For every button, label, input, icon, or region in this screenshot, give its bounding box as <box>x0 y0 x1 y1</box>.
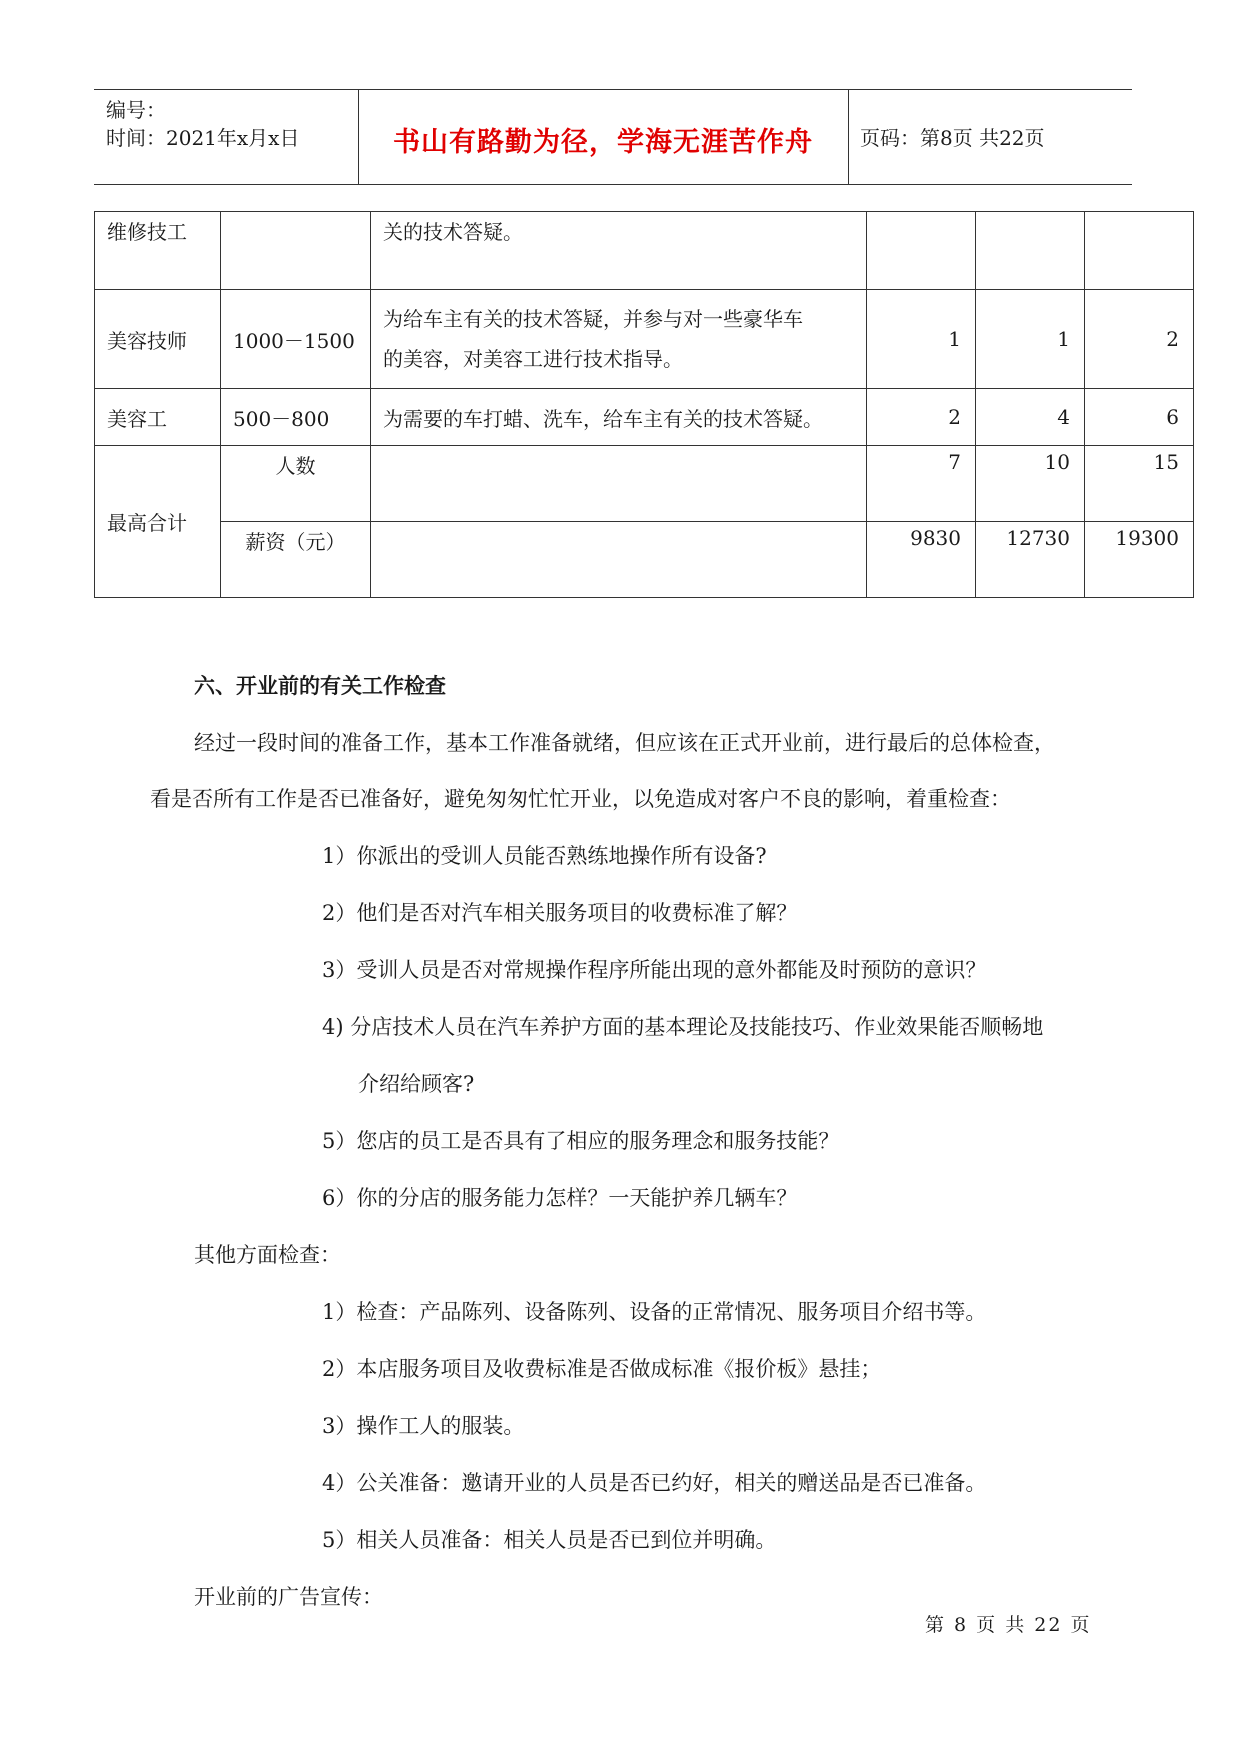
check-item-continued: 介绍给顾客? <box>358 1072 475 1096</box>
table-row <box>95 389 1194 446</box>
salary-cell: 500－800 <box>221 389 371 446</box>
other-check-item: 3）操作工人的服装。 <box>322 1414 525 1438</box>
headcount-label: 人数 <box>221 446 371 522</box>
count-cell <box>867 212 976 290</box>
motto: 书山有路勤为径，学海无涯苦作舟 <box>393 127 813 158</box>
role-cell: 美容工 <box>95 389 221 446</box>
document-header <box>94 89 1132 185</box>
ad-heading: 开业前的广告宣传： <box>194 1585 383 1609</box>
duty-cell <box>371 290 867 389</box>
other-check-item: 4）公关准备：邀请开业的人员是否已约好，相关的赠送品是否已准备。 <box>322 1471 987 1495</box>
page-footer: 第 8 页 共 22 页 <box>925 1614 1092 1636</box>
total-salary-row <box>95 522 1194 598</box>
count-cell: 2 <box>867 389 976 446</box>
header-divider <box>848 90 849 184</box>
count-cell: 6 <box>1085 389 1194 446</box>
count-cell: 1 <box>976 290 1085 389</box>
count-cell: 7 <box>867 446 976 522</box>
duty-line: 的美容，对美容工进行技术指导。 <box>383 347 683 371</box>
salary-total-cell: 19300 <box>1085 522 1194 598</box>
check-item: 3）受训人员是否对常规操作程序所能出现的意外都能及时预防的意识？ <box>322 958 987 982</box>
empty-cell <box>371 522 867 598</box>
table-row <box>95 290 1194 389</box>
check-item: 2）他们是否对汽车相关服务项目的收费标准了解？ <box>322 901 798 925</box>
other-check-item: 5）相关人员准备：相关人员是否已到位并明确。 <box>322 1528 777 1552</box>
role-cell: 美容技师 <box>95 290 221 389</box>
empty-cell <box>371 446 867 522</box>
count-cell: 4 <box>976 389 1085 446</box>
intro-line: 经过一段时间的准备工作，基本工作准备就绪，但应该在正式开业前，进行最后的总体检查， <box>194 731 1055 755</box>
count-cell: 15 <box>1085 446 1194 522</box>
salary-cell <box>221 212 371 290</box>
role-cell: 维修技工 <box>95 212 221 290</box>
check-item: 1）你派出的受训人员能否熟练地操作所有设备? <box>322 844 767 868</box>
check-item: 6）你的分店的服务能力怎样？一天能护养几辆车？ <box>322 1186 798 1210</box>
other-check-item: 2）本店服务项目及收费标准是否做成标准《报价板》悬挂； <box>322 1357 882 1381</box>
duty-cell: 关的技术答疑。 <box>371 212 867 290</box>
duty-line: 为给车主有关的技术答疑，并参与对一些豪华车 <box>383 307 803 331</box>
table-row <box>95 212 1194 290</box>
check-item: 5）您店的员工是否具有了相应的服务理念和服务技能？ <box>322 1129 840 1153</box>
check-item: 4) 分店技术人员在汽车养护方面的基本理论及技能技巧、作业效果能否顺畅地 <box>322 1015 1044 1039</box>
count-cell: 1 <box>867 290 976 389</box>
header-meta <box>106 96 299 152</box>
time-label: 时间：2021年x月x日 <box>106 126 300 150</box>
intro-line: 看是否所有工作是否已准备好，避免匆匆忙忙开业，以免造成对客户不良的影响，着重检查： <box>150 787 1011 811</box>
count-cell <box>1085 212 1194 290</box>
section-heading: 六、开业前的有关工作检查 <box>194 673 446 698</box>
count-cell <box>976 212 1085 290</box>
other-check-item: 1）检查：产品陈列、设备陈列、设备的正常情况、服务项目介绍书等。 <box>322 1300 987 1324</box>
count-cell: 10 <box>976 446 1085 522</box>
total-label: 最高合计 <box>95 446 221 598</box>
duty-cell: 为需要的车打蜡、洗车，给车主有关的技术答疑。 <box>371 389 867 446</box>
count-cell: 2 <box>1085 290 1194 389</box>
salary-total-cell: 9830 <box>867 522 976 598</box>
salary-total-label: 薪资（元） <box>221 522 371 598</box>
number-label: 编号： <box>106 98 166 122</box>
other-heading: 其他方面检查： <box>194 1243 341 1267</box>
salary-total-cell: 12730 <box>976 522 1085 598</box>
staff-table <box>94 211 1194 598</box>
salary-cell: 1000－1500 <box>221 290 371 389</box>
total-headcount-row <box>95 446 1194 522</box>
header-page-info: 页码：第8页 共22页 <box>860 126 1045 150</box>
